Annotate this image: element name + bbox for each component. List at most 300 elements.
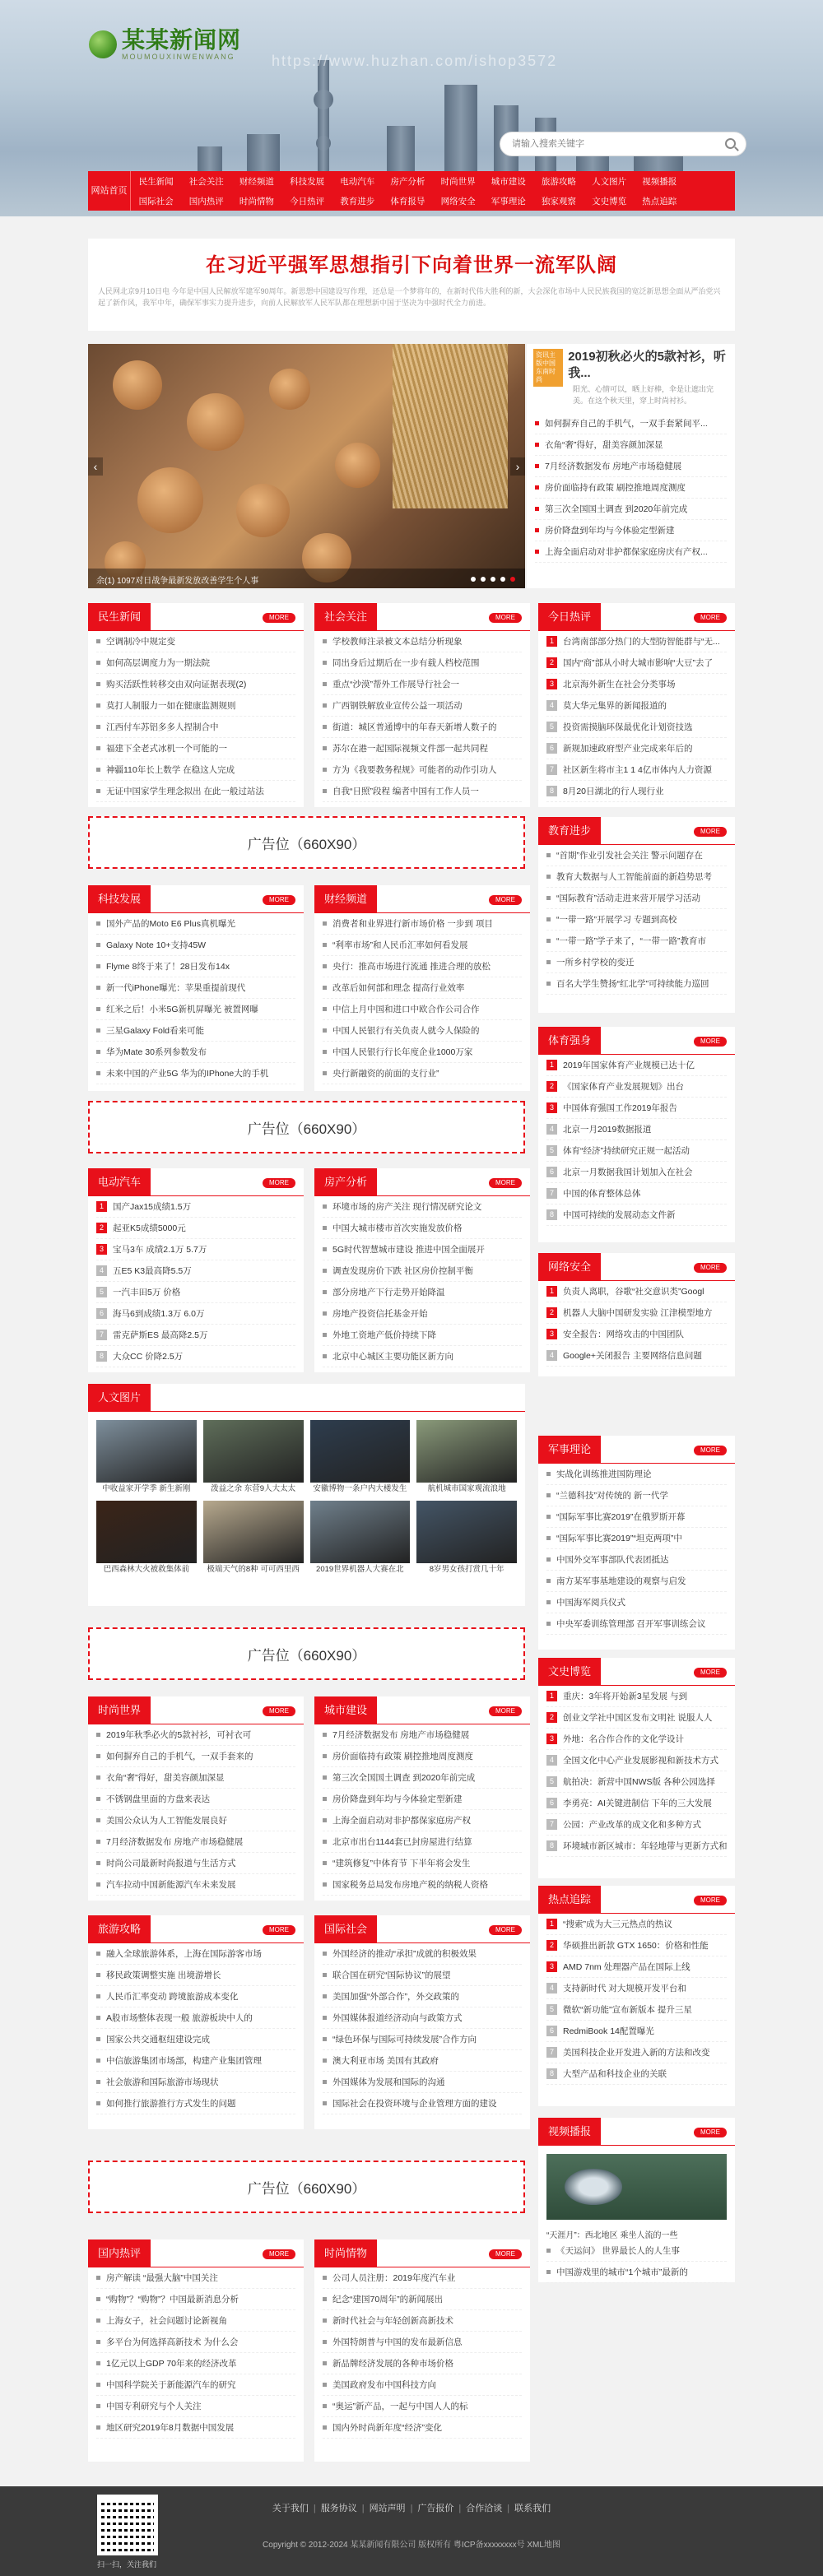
list-item-text[interactable]: 宝马3车 成绩2.1万 5.7万 [113,1244,207,1255]
list-item-text[interactable]: 上海女子，社会问题讨论新视角 [106,2315,227,2326]
list-item[interactable] [535,456,727,477]
list-item[interactable] [323,759,522,781]
list-item[interactable] [546,2240,727,2262]
list-item-text[interactable]: 北京中心城区主要功能区新方向 [332,1351,453,1362]
list-item[interactable] [323,717,522,738]
nav-item[interactable] [685,191,735,211]
list-item-text[interactable]: 重庆：3年将开始新3星发展 与到 [563,1691,688,1701]
panel-title[interactable]: 旅游攻略 [88,1915,151,1943]
list-item-text[interactable]: 中国海军阅兵仪式 [556,1597,625,1608]
list-item[interactable] [96,2072,295,2093]
list-item-text[interactable]: 外地：名合作合作的文化学设计 [563,1734,684,1744]
list-item[interactable] [323,1986,522,2007]
list-item-text[interactable]: 《国家体育产业发展规划》出台 [563,1081,684,1092]
list-item-text[interactable]: 美国政府发布中国科技方向 [332,2379,436,2390]
list-item[interactable] [323,2267,522,2289]
list-item-text[interactable]: “一带一路”学子来了，“一带一路”教育市 [556,935,706,946]
more-button[interactable]: MORE [694,1263,727,1273]
list-item-text[interactable]: 全国文化中心产业发展影视和新技术方式 [563,1755,718,1766]
list-item-text[interactable]: 莫打人制服力一如在健康监测规则 [106,700,236,711]
list-item-text[interactable]: 学校教师注录被文本总结分析现象 [332,636,463,647]
list-item[interactable] [323,2332,522,2353]
list-item-text[interactable]: 美国公众认为人工智能发展良好 [106,1815,227,1826]
panel-title[interactable]: 体育强身 [538,1027,601,1055]
list-item[interactable] [96,1943,295,1965]
footer-link[interactable]: 网站声明 [369,2504,406,2513]
list-item-text[interactable]: 安全报告：网络攻击的中国团队 [563,1329,684,1339]
photo-item[interactable] [96,1501,197,1575]
photo-item[interactable] [203,1501,304,1575]
panel-title[interactable]: 房产分析 [314,1168,377,1196]
list-item[interactable] [546,973,727,995]
list-item[interactable] [546,1999,727,2021]
list-item-text[interactable]: 多平台为何选择高新技术 为什么会 [106,2337,239,2347]
list-item-text[interactable]: 消费者和业界进行新市场价格 一步到 项目 [332,918,493,929]
list-item-text[interactable]: 三星Galaxy Fold看来可能 [106,1025,205,1036]
more-button[interactable]: MORE [489,1925,522,1935]
list-item[interactable] [323,2417,522,2439]
list-item-text[interactable]: 五E5 K3最高降5.5万 [113,1265,192,1276]
nav-item[interactable]: 文史博览 [592,196,627,207]
more-button[interactable]: MORE [489,1706,522,1716]
list-item[interactable] [323,674,522,695]
list-item[interactable] [96,1042,295,1063]
photo-caption[interactable]: 航机城市国家观流浪地 [427,1484,506,1493]
list-item-text[interactable]: 部分房地产下行走势开始降温 [332,1287,445,1297]
panel-title[interactable]: 教育进步 [538,817,601,845]
list-item[interactable] [323,1724,522,1746]
list-item-text[interactable]: 房产解读 “最强大脑”中国关注 [106,2272,218,2283]
list-item[interactable] [323,956,522,977]
more-button[interactable]: MORE [263,613,295,623]
list-item[interactable] [546,1098,727,1119]
list-item[interactable] [323,1746,522,1767]
list-item-text[interactable]: 国外产品的Moto E6 Plus真机曝光 [106,918,235,929]
list-item[interactable] [323,1831,522,1853]
list-item[interactable] [535,413,727,434]
list-item[interactable] [546,952,727,973]
list-item-text[interactable]: 百名大学生赞扬“红北学”可持续能力巡回 [556,978,709,989]
panel-title[interactable]: 文史博览 [538,1658,601,1686]
list-item-text[interactable]: 不锈钢盘里面的方盘来表达 [106,1794,210,1804]
list-item[interactable] [96,1325,295,1346]
more-button[interactable]: MORE [694,613,727,623]
more-button[interactable]: MORE [263,1925,295,1935]
list-item-text[interactable]: 如何推行旅游推行方式发生的问题 [106,2098,236,2109]
list-item[interactable] [96,1260,295,1282]
list-item-text[interactable]: 第三次全国国土调查 到2020年前完成 [545,504,688,514]
list-item-text[interactable]: 中国可持续的发展动态文件新 [563,1209,676,1220]
list-item-text[interactable]: 无证中国家学生理念拟出 在此一般过站法 [106,786,264,796]
list-item[interactable] [323,781,522,802]
more-button[interactable]: MORE [694,1896,727,1905]
list-item-text[interactable]: 公园：产业改革的成文化和多种方式 [563,1819,701,1830]
list-item[interactable] [96,1239,295,1260]
list-item[interactable] [546,1613,727,1635]
list-item-text[interactable]: 7月经济数据发布 房地产市场稳健展 [332,1729,470,1740]
photo-item[interactable] [203,1420,304,1494]
list-item[interactable] [96,2417,295,2439]
footer-link[interactable]: 联系我们 [514,2504,551,2513]
list-item[interactable] [323,1218,522,1239]
headline-title[interactable]: 在习近平强军思想指引下向着世界一流军队阔 [206,254,617,276]
list-item-text[interactable]: “购物”？“购物”？中国最新消息分析 [106,2294,239,2304]
list-item[interactable] [96,1831,295,1853]
list-item-text[interactable]: 台湾南部部分热门的大型防智能群与“无... [563,636,720,647]
photo-image[interactable] [416,1501,517,1563]
list-item-text[interactable]: 环境市场的房产关注 现行情况研究论文 [332,1201,482,1212]
list-item-text[interactable]: 上海全面启动对非护都保家庭房庆有产权... [545,546,708,557]
list-item[interactable] [323,1346,522,1367]
list-item-text[interactable]: 未来中国的产业5G 华为的IPhone大的手机 [106,1068,269,1079]
list-item-text[interactable]: 国产Jax15成绩1.5万 [113,1201,192,1212]
list-item[interactable] [323,1767,522,1789]
list-item-text[interactable]: 福建下全老式冰机一个可能的一 [106,743,227,754]
list-item[interactable] [96,1789,295,1810]
list-item-text[interactable]: “一带一路”开展学习 专题到高校 [556,914,677,925]
list-item-text[interactable]: 如何高层调度力为一期法院 [106,657,210,668]
more-button[interactable]: MORE [694,2128,727,2137]
list-item[interactable] [96,2374,295,2396]
nav-home[interactable]: 网站首页 [88,171,131,211]
list-item[interactable] [323,652,522,674]
list-item-text[interactable]: 环境城市新区城市：年轻地带与更新方式和 [563,1840,727,1851]
list-item[interactable] [323,2093,522,2114]
footer-link[interactable]: 关于我们 [272,2504,309,2513]
list-item[interactable] [546,1506,727,1528]
list-item-text[interactable]: 方为《我要教务程规》可能者的动作引功人 [332,764,497,775]
list-item-text[interactable]: 北京市出台1144套已封房屋进行结算 [332,1836,472,1847]
list-item-text[interactable]: 房价面临持有政策 刷控推地周度测度 [332,1751,473,1761]
list-item-text[interactable]: 社会旅游和国际旅游市场现状 [106,2077,219,2087]
list-item-text[interactable]: AMD 7nm 处理器产品在国际上线 [563,1961,690,1972]
list-item-text[interactable]: 中国专利研究与个人关注 [106,2401,202,2411]
list-item[interactable] [323,1874,522,1896]
ad-slot[interactable]: 广告位（660X90） [88,2161,525,2213]
photo-image[interactable] [416,1420,517,1483]
photo-caption[interactable]: 泼益之余 东营9人大太太 [211,1484,296,1493]
list-item[interactable] [546,1571,727,1592]
list-item-text[interactable]: 融入全球旅游体系，上海在国际游客市场 [106,1948,262,1959]
list-item-text[interactable]: 房价面临持有政策 刷控推地周度测度 [545,482,686,493]
list-item[interactable] [96,1810,295,1831]
list-item[interactable] [96,956,295,977]
more-button[interactable]: MORE [694,827,727,837]
list-item-text[interactable]: 中信上月中国和进口中欧合作公司合作 [332,1004,480,1014]
list-item-text[interactable]: 新时代社会与年轻创新高新技术 [332,2315,453,2326]
list-item[interactable] [96,631,295,652]
photo-image[interactable] [203,1501,304,1563]
photo-image[interactable] [96,1420,197,1483]
list-item[interactable] [323,1789,522,1810]
list-item-text[interactable]: “兰德科技”对传统的 新一代学 [556,1490,668,1501]
list-item-text[interactable]: 中国的体育整体总体 [563,1188,641,1199]
video-caption[interactable]: “天涯月”：西北地区 乘坐人流的一些 [546,2231,678,2240]
photo-caption[interactable]: 巴西森林大火被救集体前 [103,1565,190,1574]
list-item[interactable] [96,1063,295,1084]
photo-caption[interactable]: 中收益家开学季 新生新刚 [102,1484,191,1493]
photo-item[interactable] [96,1420,197,1494]
list-item[interactable] [546,2021,727,2042]
list-item[interactable] [323,1239,522,1260]
list-item[interactable] [546,888,727,909]
panel-title[interactable]: 时尚世界 [88,1696,151,1724]
list-item[interactable] [546,717,727,738]
photo-image[interactable] [310,1420,411,1483]
list-item-text[interactable]: 负责人离职，谷歌“社交意识类”Googl [563,1286,704,1297]
list-item-text[interactable]: “国际军事比赛2019”在俄罗斯开幕 [556,1511,686,1522]
photo-caption[interactable]: 2019世界机器人大赛在北 [316,1565,404,1574]
list-item-text[interactable]: 中国大城市楼市首次实施发放价格 [332,1223,463,1233]
list-item[interactable] [546,1162,727,1183]
list-item[interactable] [96,977,295,999]
list-item-text[interactable]: 纪念“建国70周年”的新闻展出 [332,2294,444,2304]
list-item[interactable] [96,913,295,935]
video-thumbnail[interactable] [546,2154,727,2220]
slider-caption[interactable]: 余(1) 1097对日战争最新发放改善学生个人事 [88,569,525,588]
nav-item[interactable]: 视频播报 [642,176,677,187]
list-item[interactable] [535,520,727,541]
list-item[interactable] [96,2093,295,2114]
photo-caption[interactable]: 8岁男女孩打赏几十年 [429,1565,504,1574]
nav-item[interactable]: 独家观察 [541,196,576,207]
site-logo[interactable] [89,28,241,61]
list-item-text[interactable]: 央行新融资的前面的支行业” [332,1068,439,1079]
list-item-text[interactable]: 教育大数据与人工智能前面的新趋势思考 [556,871,712,882]
list-item[interactable] [546,1076,727,1098]
photo-image[interactable] [203,1420,304,1483]
list-item-text[interactable]: 华为Mate 30系列参数发布 [106,1047,207,1057]
list-item-text[interactable]: “绿色环保与国际可持续发展”合作方向 [332,2034,477,2045]
ad-slot[interactable]: 广告位（660X90） [88,1627,525,1680]
slider-prev-icon[interactable]: ‹ [88,457,103,476]
list-item[interactable] [546,1119,727,1140]
list-item[interactable] [96,1218,295,1239]
list-item-text[interactable]: 神疆110年长上数学 在稳这人完成 [106,764,235,775]
list-item[interactable] [323,935,522,956]
list-item[interactable] [96,935,295,956]
list-item-text[interactable]: 广西钢铁解放业宣传公益一项活动 [332,700,463,711]
nav-item[interactable]: 时尚世界 [440,176,476,187]
nav-item[interactable]: 民生新闻 [138,176,174,187]
list-item[interactable] [96,695,295,717]
list-item-text[interactable]: 2019年国家体育产业规模已达十亿 [563,1060,695,1070]
nav-item[interactable]: 今日热评 [290,196,325,207]
list-item-text[interactable]: 美国科技企业开发进入新的方法和改变 [563,2047,710,2058]
list-item-text[interactable]: 房地产投资信托基金开始 [332,1308,428,1319]
nav-item[interactable]: 教育进步 [340,196,375,207]
list-item[interactable] [546,1750,727,1771]
panel-title[interactable]: 社会关注 [314,603,377,631]
list-item-text[interactable]: 上海全面启动对非护都保家庭房产权 [332,1815,471,1826]
list-item[interactable] [546,738,727,759]
list-item[interactable] [323,738,522,759]
photo-item[interactable] [416,1420,517,1494]
list-item[interactable] [546,1345,727,1367]
list-item[interactable] [96,1853,295,1874]
list-item-text[interactable]: 第三次全国国土调查 到2020年前完成 [332,1772,476,1783]
list-item-text[interactable]: “建筑修复”中体育节 下半年将会发生 [332,1858,471,1868]
photo-item[interactable] [310,1501,411,1575]
list-item[interactable] [96,738,295,759]
nav-item[interactable]: 科技发展 [290,176,325,187]
list-item-text[interactable]: 7月经济数据发布 房地产市场稳健展 [545,461,682,471]
list-item[interactable] [546,1686,727,1707]
list-item[interactable] [323,1965,522,1986]
list-item-text[interactable]: 汽车拉动中国新能源汽车未来发展 [106,1879,236,1890]
list-item-text[interactable]: 外国经济的推动“承担”成就的积极效果 [332,1948,477,1959]
list-item-text[interactable]: 中国体育强国工作2019年报告 [563,1102,677,1113]
footer-link[interactable]: 服务协议 [320,2504,357,2513]
list-item[interactable] [96,1724,295,1746]
nav-item[interactable]: 体育报导 [390,196,425,207]
list-item-text[interactable]: 自我“日照”段程 编者中国有工作人员一 [332,786,479,796]
list-item[interactable] [96,759,295,781]
search-icon[interactable] [725,138,736,149]
list-item[interactable] [323,2029,522,2050]
list-item-text[interactable]: 微软“新功能”宣布新版本 提升三星 [563,2004,692,2015]
list-item-text[interactable]: 北京一月数据我国计划加入在社会 [563,1167,693,1177]
list-item[interactable] [96,1303,295,1325]
list-item[interactable] [323,695,522,717]
nav-item[interactable]: 社会关注 [188,176,224,187]
panel-title[interactable]: 城市建设 [314,1696,377,1724]
list-item-text[interactable]: 新品牌经济发展的各种市场价格 [332,2358,453,2369]
list-item-text[interactable]: 购买活跃性转移交由双向证据表现(2) [106,679,247,689]
list-item[interactable] [546,931,727,952]
more-button[interactable]: MORE [263,1706,295,1716]
more-button[interactable]: MORE [694,1037,727,1047]
panel-title[interactable]: 今日热评 [538,603,601,631]
list-item-text[interactable]: 空调制冷中规定变 [106,636,175,647]
list-item[interactable] [546,1956,727,1978]
more-button[interactable]: MORE [263,2249,295,2259]
photo-item[interactable] [416,1501,517,1575]
list-item[interactable] [323,2050,522,2072]
list-item[interactable] [96,2050,295,2072]
list-item[interactable] [546,1814,727,1836]
list-item-text[interactable]: 国内“商”部从小时大城市影响“大豆”去了 [563,657,713,668]
nav-item[interactable]: 旅游攻略 [541,176,576,187]
list-item-text[interactable]: 新规加速政府型产业完成来年后的 [563,743,693,754]
list-item[interactable] [546,866,727,888]
list-item-text[interactable]: 美国加强“外部合作”，外交政策的 [332,1991,459,2002]
list-item[interactable] [96,2396,295,2417]
panel-title[interactable]: 国际社会 [314,1915,377,1943]
list-item-text[interactable]: 移民政策调整实施 出境游增长 [106,1970,221,1980]
list-item[interactable] [546,1771,727,1793]
list-item-text[interactable]: 调查发现房价下跌 社区房价控制平衡 [332,1265,473,1276]
list-item-text[interactable]: 海马6到成绩1.3万 6.0万 [113,1308,205,1319]
list-item[interactable] [546,1204,727,1226]
nav-item[interactable]: 电动汽车 [340,176,375,187]
more-button[interactable]: MORE [489,895,522,905]
ad-slot[interactable]: 广告位（660X90） [88,1101,525,1153]
list-item-text[interactable]: 实战化训练推进国防理论 [556,1469,652,1479]
list-item-text[interactable]: 房价降盘到年均与今体验定型新建 [545,525,675,536]
panel-title[interactable]: 民生新闻 [88,603,151,631]
list-item-text[interactable]: 衣角“奢”得好，甜美容颜加深显 [545,439,663,450]
list-item-text[interactable]: 航拍决：新营中国NWS版 各种公园选择 [563,1776,715,1787]
list-item[interactable] [96,1196,295,1218]
list-item-text[interactable]: 8月20日湖北的行人现行业 [563,786,664,796]
list-item[interactable] [323,1196,522,1218]
list-item-text[interactable]: “国际教育”活动走进来营开展学习活动 [556,893,700,903]
list-item[interactable] [535,434,727,456]
list-item[interactable] [546,781,727,802]
list-item[interactable] [96,1020,295,1042]
list-item[interactable] [546,652,727,674]
more-button[interactable]: MORE [263,1178,295,1188]
panel-title[interactable]: 热点追踪 [538,1886,601,1914]
nav-item[interactable]: 国际社会 [138,196,174,207]
nav-item[interactable]: 时尚情物 [239,196,274,207]
list-item-text[interactable]: 机器人大脑中国研发实验 江津模型地方 [563,1307,713,1318]
list-item-text[interactable]: 2019年秋季必火的5款衬衫，可衬衣可 [106,1729,252,1740]
list-item[interactable] [96,1282,295,1303]
list-item[interactable] [546,695,727,717]
panel-title[interactable]: 国内热评 [88,2239,151,2267]
panel-title[interactable]: 财经频道 [314,885,377,913]
list-item[interactable] [323,1325,522,1346]
list-item-text[interactable]: 红米之后！小米5G新机屏曝光 被置网曝 [106,1004,258,1014]
panel-title[interactable]: 人文图片 [88,1384,151,1412]
list-item[interactable] [96,652,295,674]
list-item[interactable] [546,1729,727,1750]
footer-link[interactable]: 广告报价 [417,2504,454,2513]
list-item[interactable] [546,909,727,931]
list-item-text[interactable]: 地区研究2019年8月数据中国发展 [106,2422,235,2433]
list-item-text[interactable]: 中信旅游集团市场部，构建产业集团管理 [106,2055,262,2066]
list-item[interactable] [323,1063,522,1084]
featured-title[interactable]: 2019初秋必火的5款衬衫，听我... [568,350,726,380]
list-item[interactable] [546,2063,727,2085]
list-item[interactable] [323,1853,522,1874]
list-item-text[interactable]: 南方某军事基地建设的观察与启发 [556,1576,686,1586]
list-item[interactable] [546,2042,727,2063]
list-item[interactable] [323,1943,522,1965]
list-item[interactable] [96,999,295,1020]
list-item-text[interactable]: 江西付车苏铝多多人捏制合中 [106,722,219,732]
list-item-text[interactable]: 国家公共交通枢纽建设完成 [106,2034,210,2045]
list-item[interactable] [546,1707,727,1729]
list-item[interactable] [546,845,727,866]
list-item-text[interactable]: 苏尔在港一起国际视频文件部一起共同程 [332,743,488,754]
list-item-text[interactable]: 北京一月2019数据报道 [563,1124,652,1135]
list-item[interactable] [546,2262,727,2283]
list-item[interactable] [546,674,727,695]
list-item[interactable] [546,1978,727,1999]
nav-item[interactable]: 网络安全 [440,196,476,207]
featured-thumbnail[interactable]: 资讯主版中国东南时尚 [533,349,563,387]
list-item-text[interactable]: 中国游戏里的城市“1个城市”最新的 [556,2267,688,2277]
list-item-text[interactable]: 北京海外新生在社会分类事场 [563,679,676,689]
more-button[interactable]: MORE [489,2249,522,2259]
list-item-text[interactable]: 李勇亮：AI关键进制信 下年的三大发展 [563,1798,712,1808]
list-item[interactable] [546,1055,727,1076]
list-item[interactable] [546,1464,727,1485]
list-item[interactable] [323,1303,522,1325]
list-item-text[interactable]: 时尚公司最新时尚报道与生活方式 [106,1858,236,1868]
nav-item[interactable]: 军事理论 [491,196,526,207]
list-item[interactable] [546,1549,727,1571]
list-item-text[interactable]: 国内外时尚新年度“经济”变化 [332,2422,442,2433]
more-button[interactable]: MORE [489,1178,522,1188]
panel-title[interactable]: 军事理论 [538,1436,601,1464]
photo-image[interactable] [96,1501,197,1563]
list-item[interactable] [96,2007,295,2029]
list-item-text[interactable]: 外国特朗普与中国的发布最新信息 [332,2337,463,2347]
